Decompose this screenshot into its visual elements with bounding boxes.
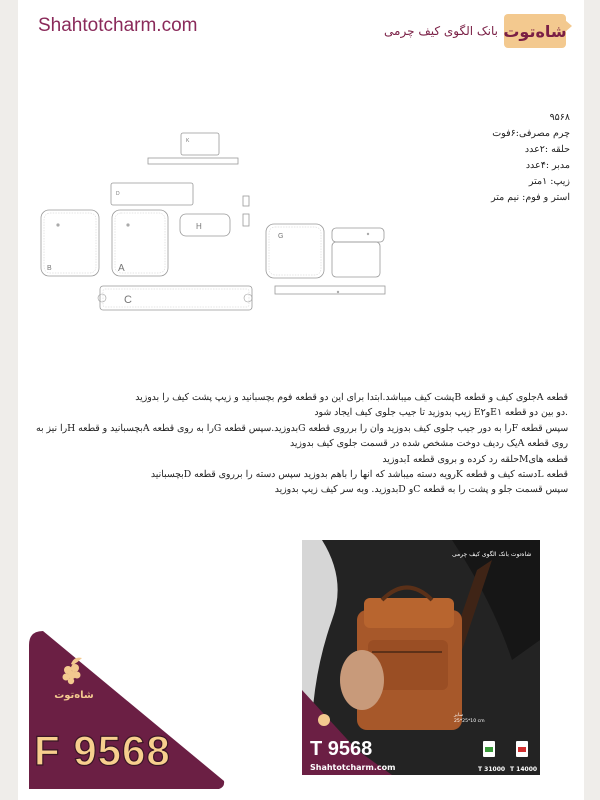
instructions — [28, 390, 568, 498]
pattern-piece-h — [180, 214, 230, 236]
pattern-piece-pocket — [332, 242, 380, 277]
instruction-line: سپس قطعه Fرا به دور جیب جلوی کیف بدوزید وان را برروی قطعه Gبدوزید.سپس قطعه Gرا به روی قطعه Aبچسبانید و قطعه Hرا نیز به روی قطعه Aیک ردیف دوخت مشخص شده در قسمت جلوی کیف بدوزید — [35, 422, 568, 450]
pattern-label-g: G — [278, 233, 284, 240]
pattern-piece-c — [100, 286, 252, 310]
promo-product-code: F 9568 — [34, 727, 171, 774]
mulberry-logo-icon — [52, 650, 92, 690]
pattern-piece-strap — [148, 158, 238, 164]
pattern-label-a: A — [118, 263, 125, 274]
pattern-label-h: H — [196, 222, 202, 231]
photo-site-name: Shahtotcharm.com — [310, 763, 396, 772]
pattern-piece-g — [266, 224, 324, 278]
site-name[interactable]: Shahtotcharm.com — [38, 15, 198, 36]
pattern-piece-flap — [332, 228, 384, 242]
spec-item: حلقه :۲عدد — [524, 144, 570, 155]
photo-product-code: T 9568 — [310, 738, 373, 760]
photo-size-value: 25*25*10 cm — [454, 719, 485, 724]
spec-item: چرم مصرفی:۶فوت — [492, 128, 570, 139]
pattern-label-k: K — [186, 138, 190, 144]
price-png: T 31000 — [478, 766, 506, 773]
photo-size — [454, 713, 485, 725]
spec-item: ۹۵۶۸ — [549, 112, 570, 123]
instruction-line: قطعه Lدسته کیف و قطعه Kرویه دسته میباشد که انها را باهم بدوزید سپس دسته را برروی قطعه Dبچسبانید — [150, 469, 568, 481]
spec-item: مدبر :۴عدد — [525, 160, 570, 171]
photo-brand-tag: شاه‌توت بانک الگوی کیف چرمی — [452, 551, 532, 558]
instruction-line: .دو بین دو قطعه E۱وE۲ زیپ بدوزید تا جیب جلوی کیف ایجاد شود — [314, 407, 568, 419]
photo-size-label: سایز — [454, 713, 464, 718]
spec-item: استر و فوم: نیم متر — [491, 192, 570, 203]
brand-tagline: بانک الگوی کیف چرمی — [384, 24, 498, 38]
pattern-label-c: C — [124, 294, 132, 306]
brand-header — [384, 14, 566, 48]
pattern-piece-zip — [275, 286, 385, 294]
pattern-piece-ring-1 — [243, 196, 249, 206]
spec-list — [491, 110, 570, 206]
pattern-label-b: B — [47, 265, 52, 272]
instruction-line: قطعه هایMحلقه رد کرده و بروی قطعه Iبدوزید — [382, 453, 568, 465]
brand-logo: شاه‌توت — [504, 14, 566, 48]
pattern-diagram — [38, 130, 398, 330]
png-file-icon[interactable] — [482, 740, 496, 758]
price-pdf: T 14000 — [510, 766, 538, 773]
promo-logo-text: شاه‌توت — [54, 690, 94, 701]
instruction-line: قطعه Aجلوی کیف و قطعه Bپشت کیف میباشد.ابتدا برای این دو قطعه فوم بچسبانید و زیپ پشت کیف را بدوزید — [135, 392, 568, 403]
pattern-piece-ring-2 — [243, 214, 249, 226]
pattern-piece-k — [181, 133, 219, 155]
instruction-line: سپس قسمت جلو و پشت را به قطعه Cو Dبدوزید. وبه سر کیف زیپ بدوزید — [274, 484, 568, 496]
pattern-piece-d — [111, 183, 193, 205]
product-photo — [302, 540, 540, 775]
pattern-label-d: D — [116, 191, 120, 197]
pdf-file-icon[interactable] — [515, 740, 529, 758]
spec-item: زیپ: ۱متر — [528, 176, 570, 187]
